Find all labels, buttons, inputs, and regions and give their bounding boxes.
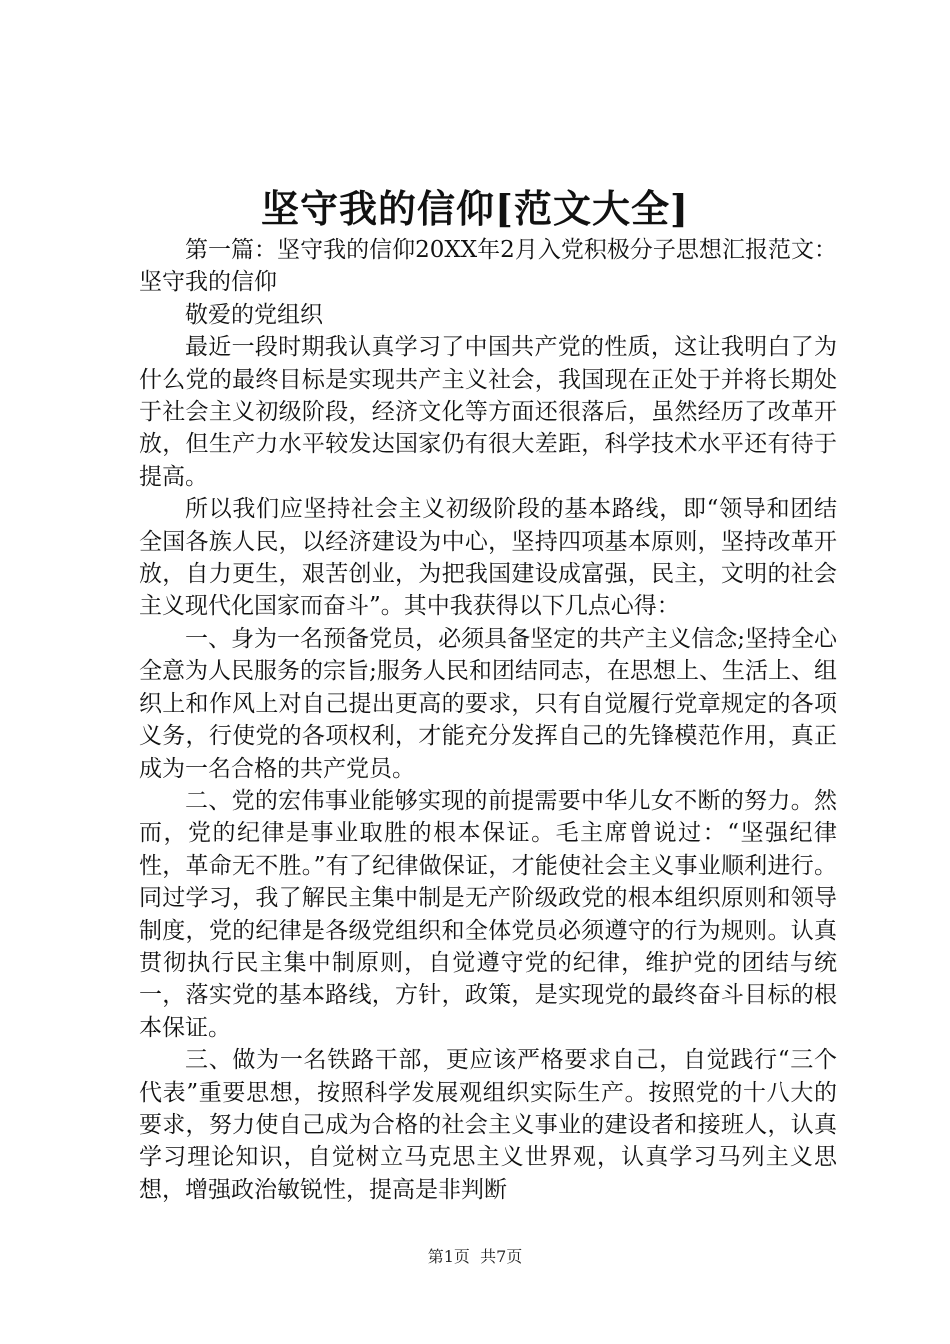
paragraph: 三、做为一名铁路干部，更应该严格要求自己，自觉践行“三个代表”重要思想，按照科学发展观组织实际生产。按照党的十八大的要求，努力使自己成为合格的社会主义事业的建设者和接班人，认真学习理论知识，自觉树立马克思主义世界观，认真学习马列主义思想，增强政治敏锐性，提高是非判断: [139, 1047, 837, 1203]
page-total: 共7页: [480, 1247, 523, 1266]
page-footer: [0, 1246, 950, 1268]
paragraph: 最近一段时期我认真学习了中国共产党的性质，这让我明白了为什么党的最终目标是实现共产主义社会，我国现在正处于并将长期处于社会主义初级阶段，经济文化等方面还很落后，虽然经历了改革开放，但生产力水平较发达国家仍有很大差距，科学技术水平还有待于提高。: [139, 334, 837, 490]
paragraph: 一、身为一名预备党员，必须具备坚定的共产主义信念;坚持全心全意为人民服务的宗旨;服务人民和团结同志，在思想上、生活上、组织上和作风上对自己提出更高的要求，只有自觉履行党章规定的各项义务，行使党的各项权利，才能充分发挥自己的先锋模范作用，真正成为一名合格的共产党员。: [139, 625, 837, 782]
paragraph: 二、党的宏伟事业能够实现的前提需要中华儿女不断的努力。然而，党的纪律是事业取胜的根本保证。毛主席曾说过：“坚强纪律性，革命无不胜。”有了纪律做保证，才能使社会主义事业顺利进行。同过学习，我了解民主集中制是无产阶级政党的根本组织原则和领导制度，党的纪律是各级党组织和全体党员必须遵守的行为规则。认真贯彻执行民主集中制原则，自觉遵守党的纪律，维护党的团结与统一，落实党的基本路线，方针，政策，是实现党的最终奋斗目标的根本保证。: [139, 787, 837, 1041]
paragraph-heading: 第一篇：坚守我的信仰20XX年2月入党积极分子思想汇报范文：坚守我的信仰: [139, 237, 837, 296]
page-number: 第1页: [427, 1247, 470, 1266]
document-body: [139, 234, 837, 1206]
document-title: 坚守我的信仰[范文大全]: [261, 186, 689, 231]
paragraph-salutation: 敬爱的党组织: [185, 301, 323, 328]
paragraph: 所以我们应坚持社会主义初级阶段的基本路线，即“领导和团结全国各族人民，以经济建设为中心，坚持四项基本原则，坚持改革开放，自力更生，艰苦创业，为把我国建设成富强，民主，文明的社会主义现代化国家而奋斗”。其中我获得以下几点心得：: [139, 496, 837, 620]
